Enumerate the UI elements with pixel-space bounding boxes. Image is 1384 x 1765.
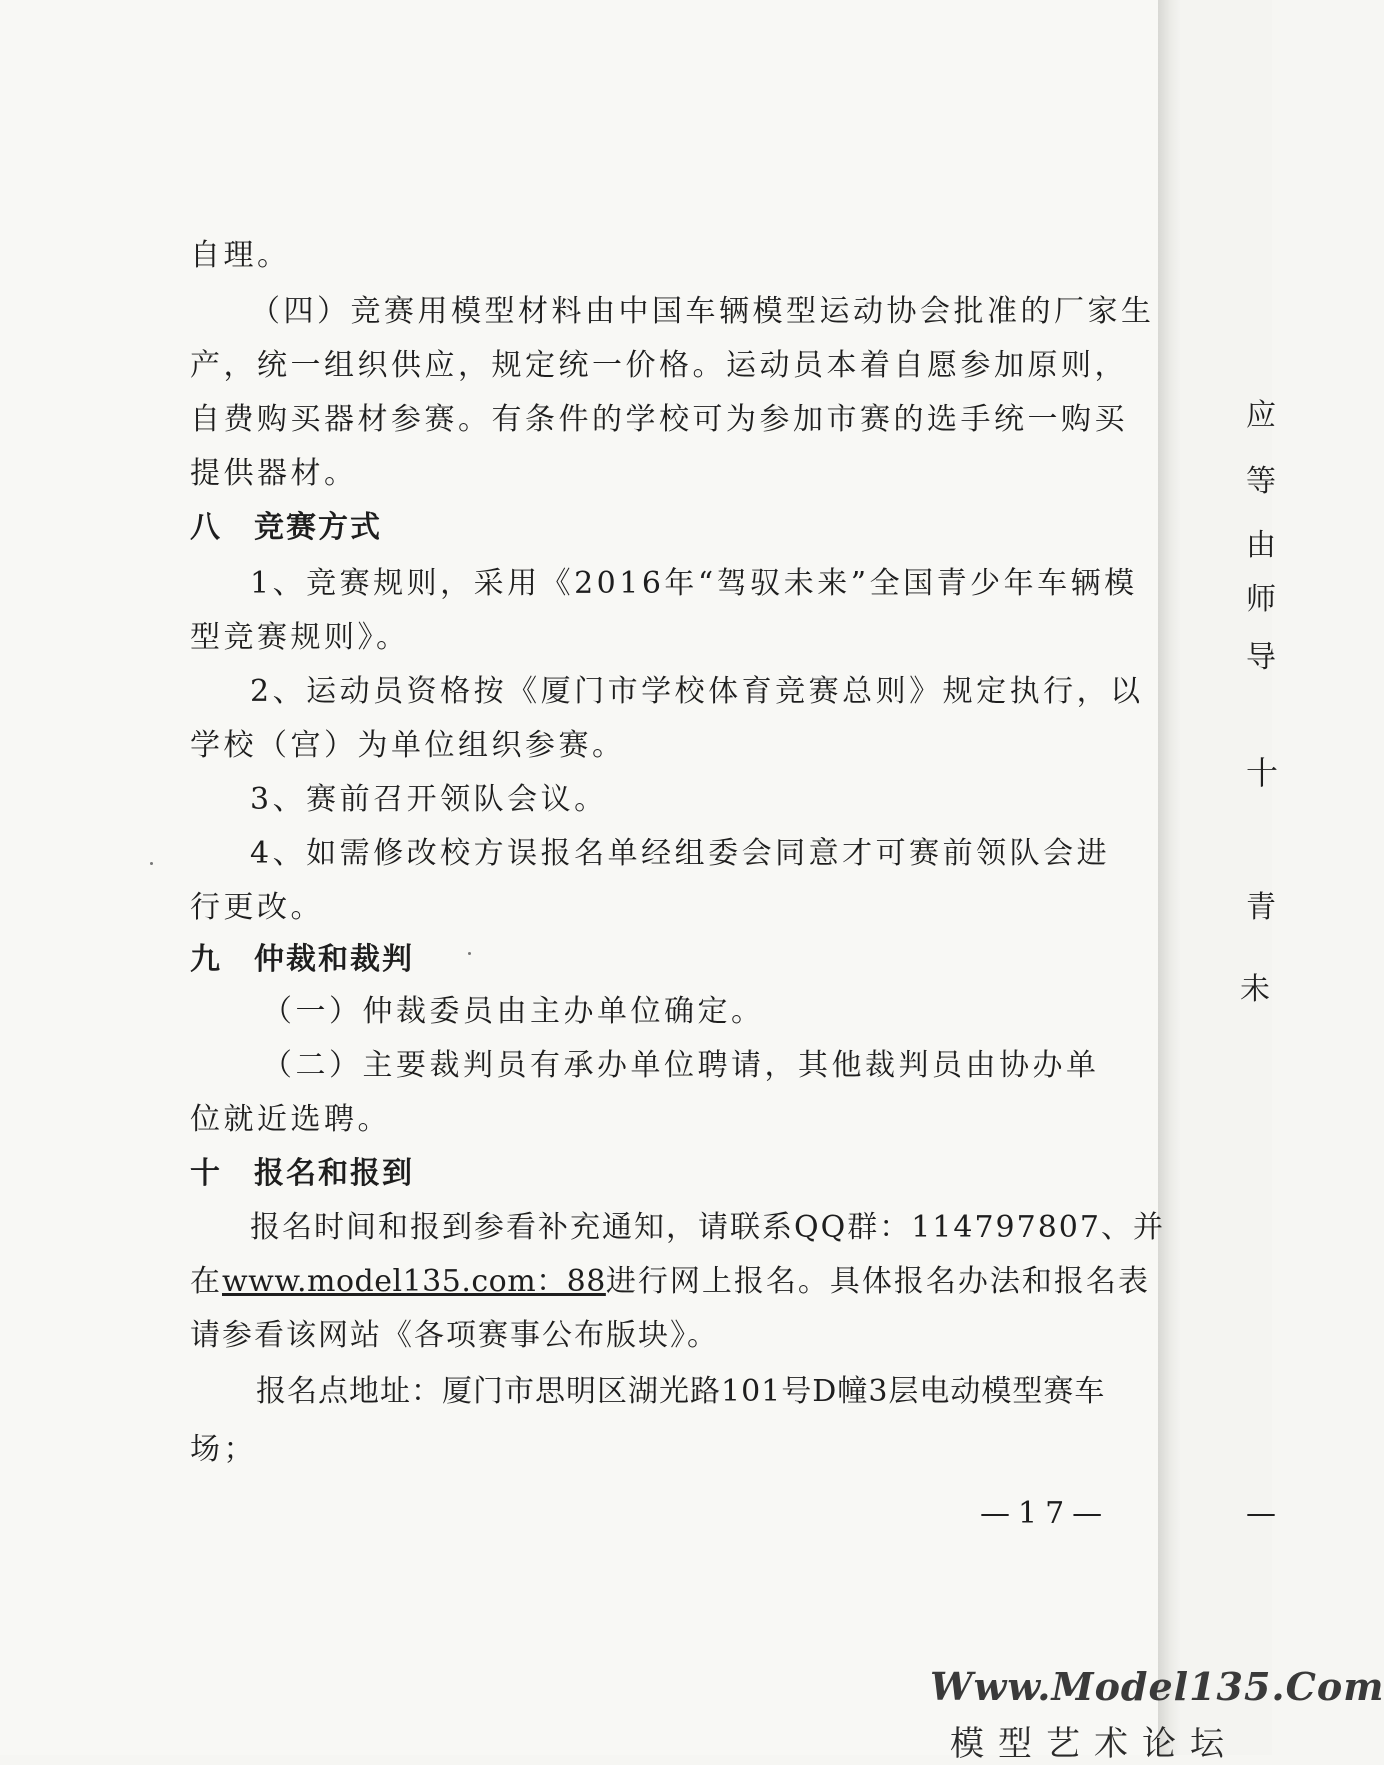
registration-url: www.model135.com：88 [222,1264,606,1299]
adjacent-fragment: 未 [1240,972,1270,1007]
text-fragment: 在 [190,1264,222,1299]
scan-speck [150,862,153,865]
section-heading-8 [190,508,382,548]
text-line: 场； [190,1432,257,1467]
scan-speck [468,952,471,955]
adjacent-fragment: 师 [1246,582,1276,617]
section-heading-9 [190,940,414,980]
text-line: 产，统一组织供应，规定统一价格。运动员本着自愿参加原则， [190,348,1128,383]
section-number: 八 [190,510,222,545]
text-line: 3、赛前召开领队会议。 [250,782,608,817]
section-heading-10 [190,1154,414,1194]
adjacent-fragment: 等 [1246,464,1276,499]
watermark-domain: Www.Model135.Com [930,1664,1384,1709]
watermark-forum: 模型艺术论坛 [950,1724,1238,1764]
text-line: 位就近选聘。 [190,1102,391,1137]
section-number: 十 [190,1156,222,1191]
adjacent-fragment: 十 [1246,754,1279,792]
text-line: 1、竞赛规则，采用《2016年“驾驭未来”全国青少年车辆模 [250,566,1138,601]
section-number: 九 [190,942,222,977]
text-fragment: 进行网上报名。具体报名办法和报名表 [605,1264,1150,1299]
section-title: 仲裁和裁判 [254,942,414,977]
text-line: 自理。 [190,238,291,273]
text-line: 型竞赛规则》。 [190,620,410,655]
text-line: 请参看该网站《各项赛事公布版块》。 [190,1318,719,1353]
text-line: 报名时间和报到参看补充通知，请联系QQ群：114797807、并 [250,1210,1165,1245]
text-line: 自费购买器材参赛。有条件的学校可为参加市赛的选手统一购买 [190,402,1128,437]
adjacent-page [1180,0,1272,1755]
adjacent-fragment: 导 [1246,640,1276,675]
adjacent-fragment: 由 [1246,528,1276,563]
page-number: —17— [980,1496,1111,1531]
adjacent-fragment: 应 [1246,398,1276,433]
page-gutter [1158,0,1180,1755]
text-line: （四）竞赛用模型材料由中国车辆模型运动协会批准的厂家生 [250,294,1155,329]
text-line: 行更改。 [190,890,324,925]
adjacent-fragment: — [1246,1496,1276,1531]
text-line: 报名点地址：厦门市思明区湖光路101号D幢3层电动模型赛车 [256,1374,1106,1409]
text-line: （二）主要裁判员有承办单位聘请，其他裁判员由协办单 [262,1048,1100,1083]
text-line: 4、如需修改校方误报名单经组委会同意才可赛前领队会进 [250,836,1111,871]
section-title: 报名和报到 [254,1156,414,1191]
text-line: 提供器材。 [190,456,358,491]
text-line: 学校（宫）为单位组织参赛。 [190,728,626,763]
section-title: 竞赛方式 [254,510,382,545]
text-line: 2、运动员资格按《厦门市学校体育竞赛总则》规定执行，以 [250,674,1144,709]
text-line: （一）仲裁委员由主办单位确定。 [262,994,765,1029]
adjacent-fragment: 青 [1246,890,1276,925]
text-line [190,1262,1150,1302]
